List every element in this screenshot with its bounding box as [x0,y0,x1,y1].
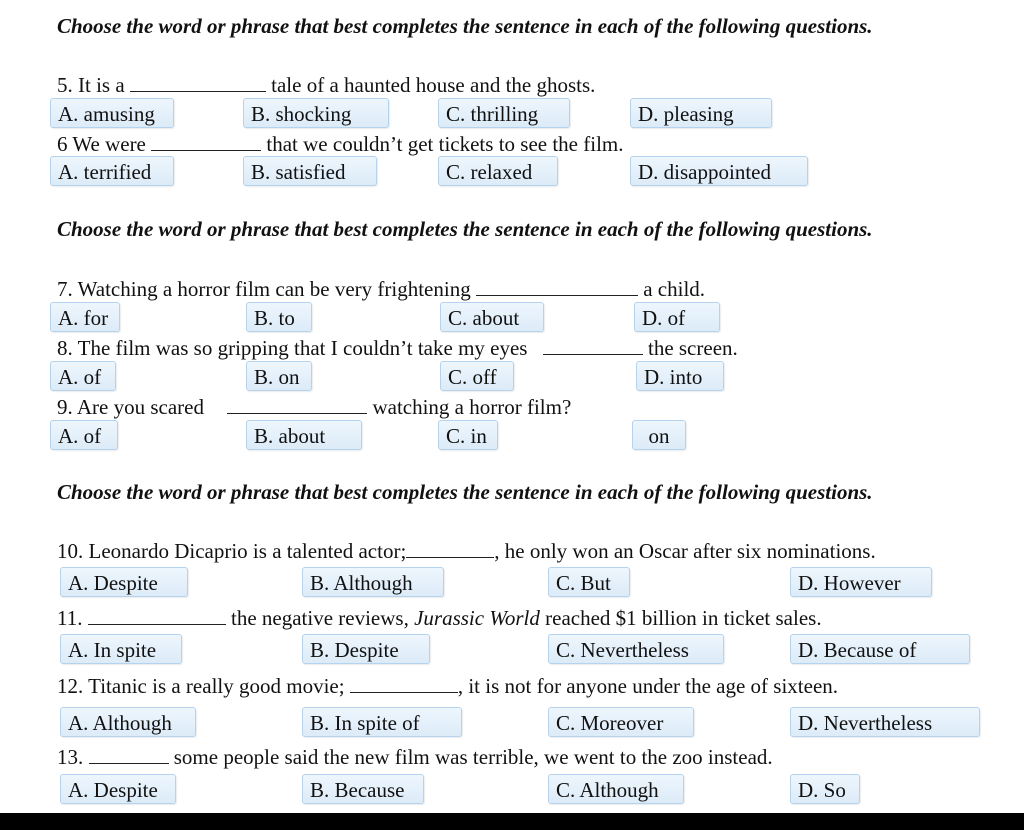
q13-option-c[interactable]: C. Although [548,774,684,804]
question-8 [57,335,738,361]
question-10-prefix: 10. Leonardo Dicaprio is a talented actor; [57,539,407,563]
question-11 [57,605,822,631]
question-11-blank [88,606,226,625]
question-5-suffix: tale of a haunted house and the ghosts. [271,73,596,97]
q13-option-d[interactable]: D. So [790,774,860,804]
q13-option-a[interactable]: A. Despite [60,774,176,804]
q9-option-a[interactable]: A. of [50,420,118,450]
q10-option-a[interactable]: A. Despite [60,567,188,597]
q11-option-b[interactable]: B. Despite [302,634,430,664]
question-7-blank [476,277,638,296]
question-11-title: Jurassic World [414,606,540,630]
q8-option-b[interactable]: B. on [246,361,312,391]
q11-option-a[interactable]: A. In spite [60,634,182,664]
q6-option-b[interactable]: B. satisfied [243,156,377,186]
q10-option-c[interactable]: C. But [548,567,630,597]
question-12 [57,673,838,699]
q5-option-d[interactable]: D. pleasing [630,98,772,128]
question-13 [57,744,773,770]
q9-option-b[interactable]: B. about [246,420,362,450]
question-13-blank [89,745,169,764]
question-7-prefix: 7. Watching a horror film can be very frightening [57,277,471,301]
question-13-suffix: some people said the new film was terrible, we went to the zoo instead. [173,745,773,769]
q13-option-b[interactable]: B. Because [302,774,424,804]
question-11-suffix-b: reached $1 billion in ticket sales. [545,606,822,630]
question-13-prefix: 13. [57,745,84,769]
question-12-prefix: 12. Titanic is a really good movie; [57,674,345,698]
q12-option-a[interactable]: A. Although [60,707,196,737]
question-9 [57,394,571,420]
q6-option-c[interactable]: C. relaxed [438,156,558,186]
question-9-blank [227,395,367,414]
question-8-blank [543,336,643,355]
q6-option-a[interactable]: A. terrified [50,156,174,186]
question-8-prefix: 8. The film was so gripping that I couldn’t take my eyes [57,336,528,360]
question-6-blank [151,132,261,151]
question-7 [57,276,705,302]
q11-option-c[interactable]: C. Nevertheless [548,634,724,664]
bottom-black-bar [0,813,1024,830]
q11-option-d[interactable]: D. Because of [790,634,970,664]
question-6-prefix: 6 We were [57,132,146,156]
q5-option-a[interactable]: A. amusing [50,98,174,128]
section-2-instruction: Choose the word or phrase that best completes the sentence in each of the following questions. [57,217,873,241]
q7-option-d[interactable]: D. of [634,302,720,332]
question-10 [57,538,876,564]
question-5-prefix: 5. It is a [57,73,125,97]
question-9-suffix: watching a horror film? [372,395,572,419]
section-1-instruction: Choose the word or phrase that best completes the sentence in each of the following questions. [57,14,873,38]
q5-option-c[interactable]: C. thrilling [438,98,570,128]
question-8-suffix: the screen. [647,336,738,360]
q6-option-d[interactable]: D. disappointed [630,156,808,186]
question-12-suffix: , it is not for anyone under the age of sixteen. [457,674,839,698]
q5-option-b[interactable]: B. shocking [243,98,389,128]
question-10-suffix: , he only won an Oscar after six nominations. [494,539,876,563]
q7-option-c[interactable]: C. about [440,302,544,332]
question-9-prefix: 9. Are you scared [57,395,204,419]
question-11-prefix: 11. [57,606,83,630]
q7-option-b[interactable]: B. to [246,302,312,332]
question-6 [57,131,624,157]
question-7-suffix: a child. [643,277,706,301]
question-5-blank [130,73,266,92]
question-5 [57,72,595,98]
q7-option-a[interactable]: A. for [50,302,120,332]
q12-option-c[interactable]: C. Moreover [548,707,694,737]
question-6-suffix: that we couldn’t get tickets to see the film. [266,132,624,156]
q10-option-b[interactable]: B. Although [302,567,444,597]
q9-option-d[interactable]: on [632,420,686,450]
question-12-blank [350,674,458,693]
q12-option-b[interactable]: B. In spite of [302,707,462,737]
q8-option-a[interactable]: A. of [50,361,116,391]
q9-option-c[interactable]: C. in [438,420,498,450]
q8-option-d[interactable]: D. into [636,361,724,391]
question-11-suffix-a: the negative reviews, [230,606,409,630]
q12-option-d[interactable]: D. Nevertheless [790,707,980,737]
q8-option-c[interactable]: C. off [440,361,514,391]
question-10-blank [406,539,494,558]
q10-option-d[interactable]: D. However [790,567,932,597]
section-3-instruction: Choose the word or phrase that best completes the sentence in each of the following questions. [57,480,873,504]
